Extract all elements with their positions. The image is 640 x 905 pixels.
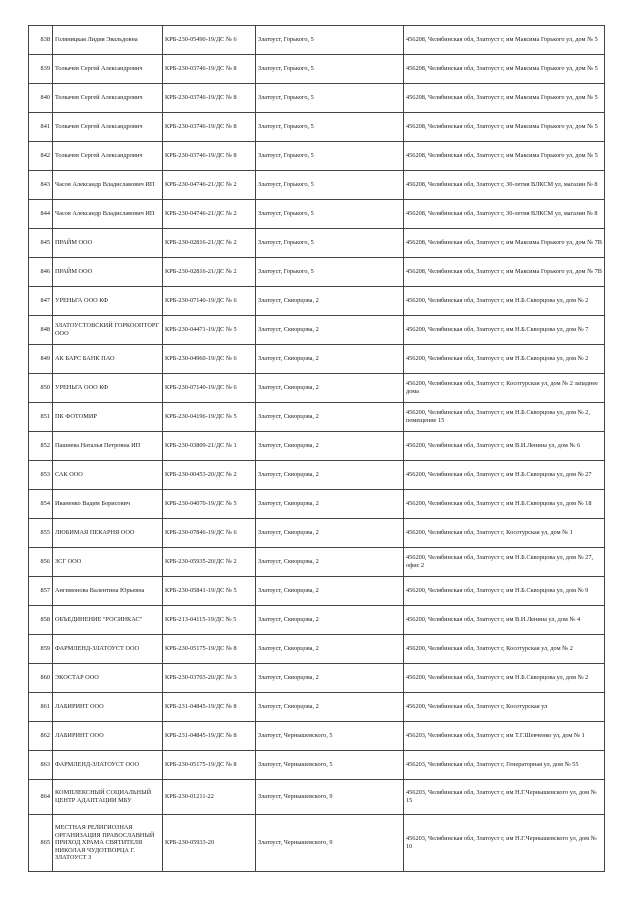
- object-address-cell: Златоуст, Скворцова, 2: [256, 490, 404, 519]
- organization-name-cell: ФАРМЛЕНД-ЗЛАТОУСТ ООО: [53, 751, 163, 780]
- table-row: [29, 722, 605, 751]
- organization-name-cell: САК ООО: [53, 461, 163, 490]
- contract-number-cell: КРБ-230-05175-19/ДС № 8: [163, 635, 256, 664]
- row-number-cell: 843: [29, 171, 53, 200]
- legal-address-cell: 456208, Челябинская обл, Златоуст г, им Максима Горького ул, дом № 5: [404, 55, 605, 84]
- organization-name-cell: ОБЪЕДИНЕНИЕ "РОСИНКАС": [53, 606, 163, 635]
- organization-name-cell: КОМПЛЕКСНЫЙ СОЦИАЛЬНЫЙ ЦЕНТР АДАПТАЦИИ МБУ: [53, 780, 163, 815]
- legal-address-cell: 456200, Челябинская обл, Златоуст г, им Н.Б.Скворцова ул, дом № 2: [404, 345, 605, 374]
- legal-address-cell: 456208, Челябинская обл, Златоуст г, им Максима Горького ул, дом № 7В: [404, 258, 605, 287]
- object-address-cell: Златоуст, Скворцова, 2: [256, 316, 404, 345]
- table-row: [29, 490, 605, 519]
- contract-number-cell: КРБ-231-04845-19/ДС № 8: [163, 693, 256, 722]
- row-number-cell: 856: [29, 548, 53, 577]
- legal-address-cell: 456200, Челябинская обл, Златоуст г, им Н.Б.Скворцова ул, дом № 27, офис 2: [404, 548, 605, 577]
- row-number-cell: 864: [29, 780, 53, 815]
- legal-address-cell: 456200, Челябинская обл, Златоуст г, им В.И.Ленина ул, дом № 6: [404, 432, 605, 461]
- object-address-cell: Златоуст, Горького, 5: [256, 142, 404, 171]
- legal-address-cell: 456203, Челябинская обл, Златоуст г, им Т.Г.Шевченко ул, дом № 1: [404, 722, 605, 751]
- contract-number-cell: КРБ-230-02816-21/ДС № 2: [163, 258, 256, 287]
- object-address-cell: Златоуст, Горького, 5: [256, 171, 404, 200]
- contract-number-cell: КРБ-230-02816-21/ДС № 2: [163, 229, 256, 258]
- legal-address-cell: 456203, Челябинская обл, Златоуст г, Генераторная ул, дом № 55: [404, 751, 605, 780]
- table-row: [29, 200, 605, 229]
- organization-name-cell: УРЕНЬГА ООО КФ: [53, 374, 163, 403]
- organization-name-cell: Голяницкая Лидия Эвальдовна: [53, 26, 163, 55]
- object-address-cell: Златоуст, Горького, 5: [256, 113, 404, 142]
- table-row: [29, 142, 605, 171]
- row-number-cell: 852: [29, 432, 53, 461]
- contract-number-cell: КРБ-230-03703-20/ДС № 3: [163, 664, 256, 693]
- organization-name-cell: Часов Александр Владиславович ИП: [53, 200, 163, 229]
- row-number-cell: 848: [29, 316, 53, 345]
- object-address-cell: Златоуст, Горького, 5: [256, 26, 404, 55]
- organization-name-cell: ПРАЙМ ООО: [53, 258, 163, 287]
- contract-number-cell: КРБ-230-01211-22: [163, 780, 256, 815]
- object-address-cell: Златоуст, Скворцова, 2: [256, 635, 404, 664]
- contract-number-cell: КРБ-230-05490-19/ДС № 6: [163, 26, 256, 55]
- legal-address-cell: 456200, Челябинская обл, Златоуст г, им Н.Б.Скворцова ул, дом № 2, помещение 15: [404, 403, 605, 432]
- object-address-cell: Златоуст, Скворцова, 2: [256, 548, 404, 577]
- organization-name-cell: ПРАЙМ ООО: [53, 229, 163, 258]
- table-row: [29, 751, 605, 780]
- contract-number-cell: КРБ-230-04746-21/ДС № 2: [163, 200, 256, 229]
- contract-number-cell: КРБ-230-03746-19/ДС № 8: [163, 84, 256, 113]
- object-address-cell: Златоуст, Скворцова, 2: [256, 606, 404, 635]
- row-number-cell: 849: [29, 345, 53, 374]
- organization-name-cell: ЗЛАТОУСТОВСКИЙ ГОРКООПТОРГ ООО: [53, 316, 163, 345]
- organization-name-cell: ЗСГ ООО: [53, 548, 163, 577]
- table-row: [29, 26, 605, 55]
- organization-name-cell: ЛАБИРИНТ ООО: [53, 722, 163, 751]
- document-page: [28, 25, 604, 872]
- table-row: [29, 664, 605, 693]
- object-address-cell: Златоуст, Горького, 5: [256, 229, 404, 258]
- legal-address-cell: 456208, Челябинская обл, Златоуст г, им Максима Горького ул, дом № 5: [404, 113, 605, 142]
- row-number-cell: 857: [29, 577, 53, 606]
- legal-address-cell: 456208, Челябинская обл, Златоуст г, 30-летия ВЛКСМ ул, магазин № 8: [404, 171, 605, 200]
- contract-number-cell: КРБ-213-04115-19/ДС № 5: [163, 606, 256, 635]
- table-row: [29, 258, 605, 287]
- contract-number-cell: КРБ-230-05935-20/ДС № 2: [163, 548, 256, 577]
- contract-number-cell: КРБ-230-04960-19/ДС № 6: [163, 345, 256, 374]
- object-address-cell: Златоуст, Горького, 5: [256, 258, 404, 287]
- table-row: [29, 606, 605, 635]
- object-address-cell: Златоуст, Скворцова, 2: [256, 461, 404, 490]
- row-number-cell: 844: [29, 200, 53, 229]
- object-address-cell: Златоуст, Скворцова, 2: [256, 374, 404, 403]
- contract-number-cell: КРБ-231-04845-19/ДС № 8: [163, 722, 256, 751]
- organization-name-cell: ФАРМЛЕНД-ЗЛАТОУСТ ООО: [53, 635, 163, 664]
- legal-address-cell: 456200, Челябинская обл, Златоуст г, Косотурская ул, дом № 2: [404, 635, 605, 664]
- organization-name-cell: УРЕНЬГА ООО КФ: [53, 287, 163, 316]
- registry-table-body: [29, 26, 605, 872]
- object-address-cell: Златоуст, Скворцова, 2: [256, 432, 404, 461]
- legal-address-cell: 456203, Челябинская обл, Златоуст г, им Н.Г.Чернышевского ул, дом № 10: [404, 815, 605, 872]
- contract-number-cell: КРБ-230-00453-20/ДС № 2: [163, 461, 256, 490]
- row-number-cell: 853: [29, 461, 53, 490]
- object-address-cell: Златоуст, Горького, 5: [256, 55, 404, 84]
- legal-address-cell: 456200, Челябинская обл, Златоуст г, им Н.Б.Скворцова ул, дом № 9: [404, 577, 605, 606]
- table-row: [29, 548, 605, 577]
- legal-address-cell: 456200, Челябинская обл, Златоуст г, Косотурская ул, дом № 2 западнее дома: [404, 374, 605, 403]
- organization-name-cell: Толкачев Сергей Александрович: [53, 55, 163, 84]
- object-address-cell: Златоуст, Горького, 5: [256, 200, 404, 229]
- row-number-cell: 865: [29, 815, 53, 872]
- contract-number-cell: КРБ-230-05841-19/ДС № 5: [163, 577, 256, 606]
- contract-number-cell: КРБ-230-05175-19/ДС № 8: [163, 751, 256, 780]
- contract-number-cell: КРБ-230-03746-19/ДС № 8: [163, 142, 256, 171]
- table-row: [29, 403, 605, 432]
- contract-number-cell: КРБ-230-04471-19/ДС № 5: [163, 316, 256, 345]
- table-row: [29, 577, 605, 606]
- table-row: [29, 171, 605, 200]
- organization-name-cell: ЛАБИРИНТ ООО: [53, 693, 163, 722]
- object-address-cell: Златоуст, Чернышевского, 9: [256, 780, 404, 815]
- organization-name-cell: АК БАРС БАНК ПАО: [53, 345, 163, 374]
- legal-address-cell: 456208, Челябинская обл, Златоуст г, 30-летия ВЛКСМ ул, магазин № 8: [404, 200, 605, 229]
- organization-name-cell: МЕСТНАЯ РЕЛИГИОЗНАЯ ОРГАНИЗАЦИЯ ПРАВОСЛАВНЫЙ ПРИХОД ХРАМА СВЯТИТЕЛЯ НИКОЛАЯ ЧУДОТВОРЦА Г. ЗЛАТОУСТ З: [53, 815, 163, 872]
- contract-number-cell: КРБ-230-03746-19/ДС № 8: [163, 113, 256, 142]
- row-number-cell: 854: [29, 490, 53, 519]
- table-row: [29, 780, 605, 815]
- contract-number-cell: КРБ-230-04196-19/ДС № 5: [163, 403, 256, 432]
- row-number-cell: 860: [29, 664, 53, 693]
- contract-number-cell: КРБ-230-05933-20: [163, 815, 256, 872]
- object-address-cell: Златоуст, Чернышевского, 5: [256, 722, 404, 751]
- table-row: [29, 461, 605, 490]
- object-address-cell: Златоуст, Скворцова, 2: [256, 287, 404, 316]
- object-address-cell: Златоуст, Скворцова, 2: [256, 345, 404, 374]
- table-row: [29, 815, 605, 872]
- row-number-cell: 838: [29, 26, 53, 55]
- row-number-cell: 858: [29, 606, 53, 635]
- contract-number-cell: КРБ-230-03809-21/ДС № 1: [163, 432, 256, 461]
- object-address-cell: Златоуст, Чернышевского, 5: [256, 751, 404, 780]
- contract-number-cell: КРБ-230-04746-21/ДС № 2: [163, 171, 256, 200]
- table-row: [29, 113, 605, 142]
- organization-name-cell: ПК ФОТОМИР: [53, 403, 163, 432]
- legal-address-cell: 456200, Челябинская обл, Златоуст г, им Н.Б.Скворцова ул, дом № 27: [404, 461, 605, 490]
- table-row: [29, 374, 605, 403]
- row-number-cell: 850: [29, 374, 53, 403]
- object-address-cell: Златоуст, Скворцова, 2: [256, 693, 404, 722]
- object-address-cell: Златоуст, Скворцова, 2: [256, 577, 404, 606]
- row-number-cell: 861: [29, 693, 53, 722]
- organization-name-cell: Пашнева Наталья Петровна ИП: [53, 432, 163, 461]
- legal-address-cell: 456200, Челябинская обл, Златоуст г, Косотурская ул: [404, 693, 605, 722]
- row-number-cell: 847: [29, 287, 53, 316]
- contract-number-cell: КРБ-230-07846-19/ДС № 6: [163, 519, 256, 548]
- row-number-cell: 846: [29, 258, 53, 287]
- row-number-cell: 845: [29, 229, 53, 258]
- table-row: [29, 635, 605, 664]
- organization-name-cell: Иваненко Вадим Борисович: [53, 490, 163, 519]
- legal-address-cell: 456200, Челябинская обл, Златоуст г, Косотурская ул, дом № 1: [404, 519, 605, 548]
- contract-number-cell: КРБ-230-07140-19/ДС № 6: [163, 287, 256, 316]
- object-address-cell: Златоуст, Скворцова, 2: [256, 664, 404, 693]
- contract-number-cell: КРБ-230-07140-19/ДС № 6: [163, 374, 256, 403]
- organization-name-cell: Часов Александр Владиславович ИП: [53, 171, 163, 200]
- row-number-cell: 841: [29, 113, 53, 142]
- contract-number-cell: КРБ-230-03746-19/ДС № 8: [163, 55, 256, 84]
- table-row: [29, 345, 605, 374]
- object-address-cell: Златоуст, Скворцова, 2: [256, 403, 404, 432]
- legal-address-cell: 456200, Челябинская обл, Златоуст г, им В.И.Ленина ул, дом № 4: [404, 606, 605, 635]
- contract-number-cell: КРБ-230-04070-19/ДС № 5: [163, 490, 256, 519]
- legal-address-cell: 456208, Челябинская обл, Златоуст г, им Максима Горького ул, дом № 5: [404, 26, 605, 55]
- row-number-cell: 859: [29, 635, 53, 664]
- organization-name-cell: Толкачев Сергей Александрович: [53, 84, 163, 113]
- organization-name-cell: ЛЮБИМАЯ ПЕКАРНЯ ООО: [53, 519, 163, 548]
- table-row: [29, 693, 605, 722]
- organization-name-cell: Толкачев Сергей Александрович: [53, 142, 163, 171]
- row-number-cell: 863: [29, 751, 53, 780]
- row-number-cell: 839: [29, 55, 53, 84]
- legal-address-cell: 456200, Челябинская обл, Златоуст г, им Н.Б.Скворцова ул, дом № 2: [404, 287, 605, 316]
- legal-address-cell: 456208, Челябинская обл, Златоуст г, им Максима Горького ул, дом № 7В: [404, 229, 605, 258]
- legal-address-cell: 456200, Челябинская обл, Златоуст г, им Н.Б.Скворцова ул, дом № 7: [404, 316, 605, 345]
- row-number-cell: 851: [29, 403, 53, 432]
- table-row: [29, 55, 605, 84]
- object-address-cell: Златоуст, Скворцова, 2: [256, 519, 404, 548]
- row-number-cell: 842: [29, 142, 53, 171]
- legal-address-cell: 456208, Челябинская обл, Златоуст г, им Максима Горького ул, дом № 5: [404, 142, 605, 171]
- table-row: [29, 432, 605, 461]
- legal-address-cell: 456200, Челябинская обл, Златоуст г, им Н.Б.Скворцова ул, дом № 2: [404, 664, 605, 693]
- table-row: [29, 287, 605, 316]
- table-row: [29, 519, 605, 548]
- legal-address-cell: 456203, Челябинская обл, Златоуст г, им Н.Г.Чернышевского ул, дом № 15: [404, 780, 605, 815]
- legal-address-cell: 456208, Челябинская обл, Златоуст г, им Максима Горького ул, дом № 5: [404, 84, 605, 113]
- registry-table: [28, 25, 605, 872]
- row-number-cell: 840: [29, 84, 53, 113]
- table-row: [29, 229, 605, 258]
- table-row: [29, 84, 605, 113]
- object-address-cell: Златоуст, Чернышевского, 9: [256, 815, 404, 872]
- row-number-cell: 862: [29, 722, 53, 751]
- object-address-cell: Златоуст, Горького, 5: [256, 84, 404, 113]
- organization-name-cell: Ангимонова Валентина Юрьевна: [53, 577, 163, 606]
- legal-address-cell: 456200, Челябинская обл, Златоуст г, им Н.Б.Скворцова ул, дом № 18: [404, 490, 605, 519]
- organization-name-cell: ЭКОСТАР ООО: [53, 664, 163, 693]
- organization-name-cell: Толкачев Сергей Александрович: [53, 113, 163, 142]
- table-row: [29, 316, 605, 345]
- row-number-cell: 855: [29, 519, 53, 548]
